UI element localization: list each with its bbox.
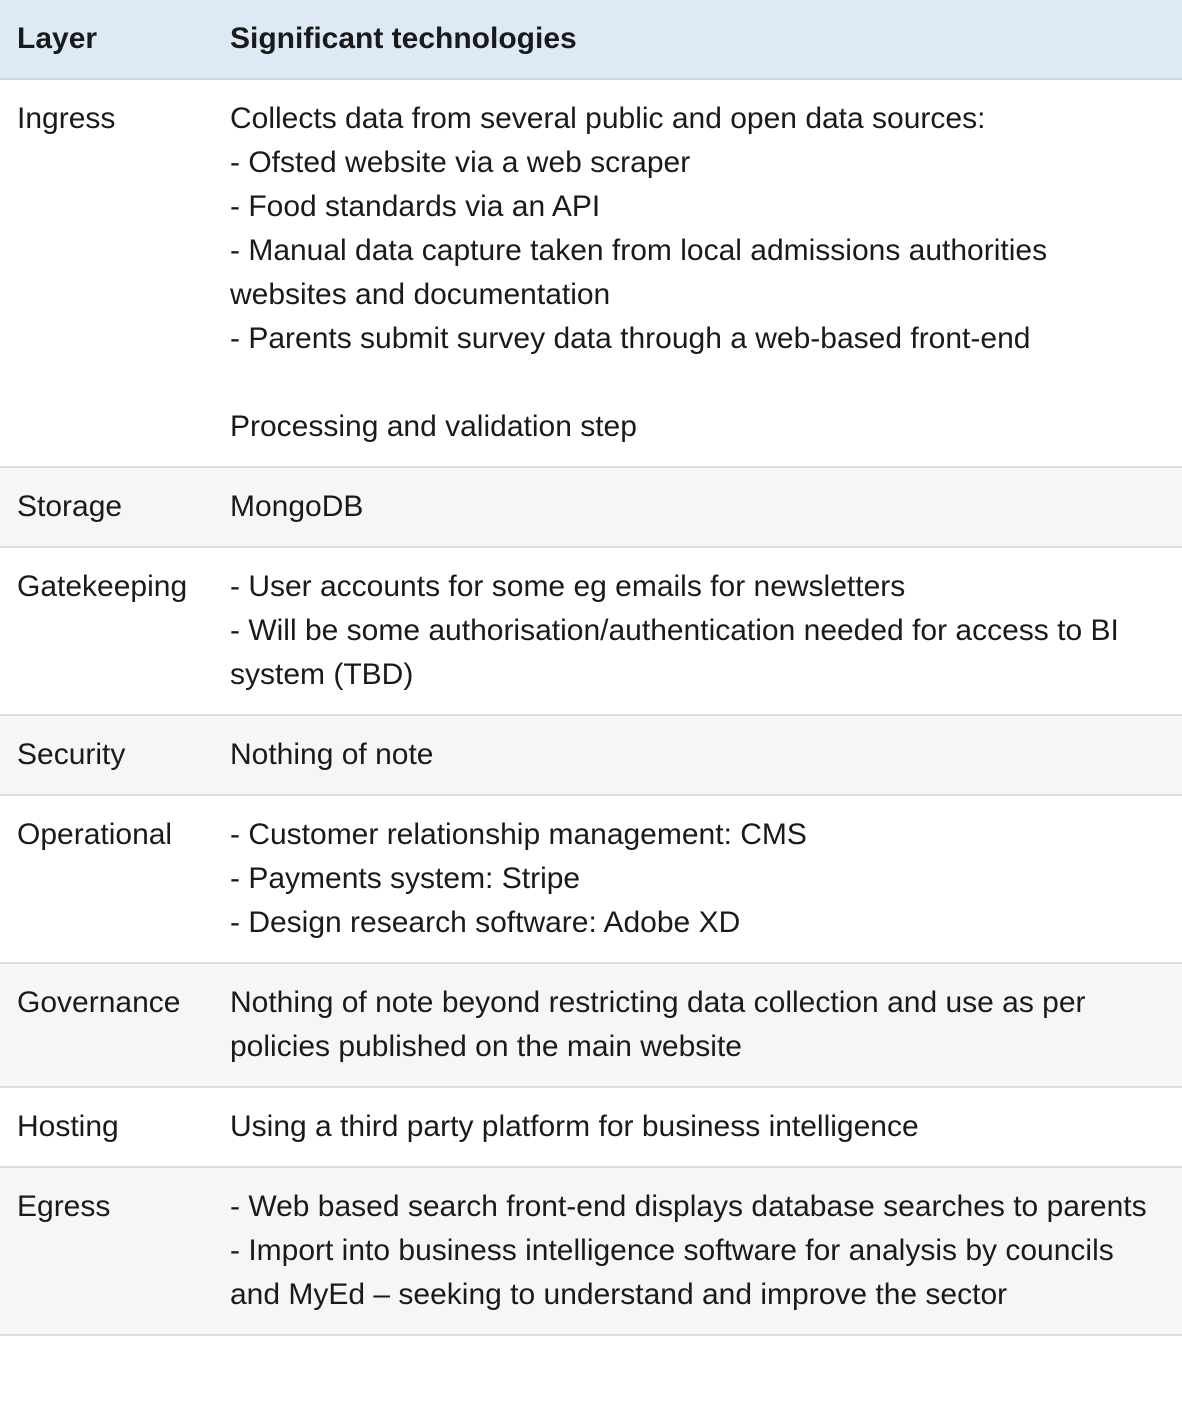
- tech-line: - Parents submit survey data through a web-based front-end: [230, 322, 1031, 355]
- tech-line: Nothing of note beyond restricting data collection and use as per policies published on the main website: [230, 986, 1086, 1063]
- tech-line: Nothing of note: [230, 738, 434, 771]
- technologies-cell: [213, 79, 1182, 467]
- tech-line: Processing and validation step: [230, 410, 637, 443]
- tech-line: MongoDB: [230, 490, 364, 523]
- tech-line: - Import into business intelligence software for analysis by councils and MyEd – seeking to understand and improve the sector: [230, 1234, 1114, 1311]
- paragraph-gap: [230, 361, 1154, 405]
- tech-line: - Web based search front-end displays database searches to parents: [230, 1190, 1147, 1223]
- table-row-operational: [0, 795, 1182, 963]
- tech-line: - Customer relationship management: CMS: [230, 818, 807, 851]
- technologies-cell: [213, 1167, 1182, 1335]
- layer-cell: Operational: [0, 795, 213, 963]
- technologies-cell: [213, 467, 1182, 547]
- table-row-ingress: [0, 79, 1182, 467]
- table-row-hosting: [0, 1087, 1182, 1167]
- layer-cell: Egress: [0, 1167, 213, 1335]
- header-layer: Layer: [0, 0, 213, 79]
- tech-line: - User accounts for some eg emails for newsletters: [230, 570, 906, 603]
- tech-line: - Will be some authorisation/authentication needed for access to BI system (TBD): [230, 614, 1119, 691]
- technologies-cell: [213, 963, 1182, 1087]
- header-row: [0, 0, 1182, 79]
- tech-line: Using a third party platform for business intelligence: [230, 1110, 919, 1143]
- technologies-cell: [213, 547, 1182, 715]
- layer-cell: Gatekeeping: [0, 547, 213, 715]
- table-row-storage: [0, 467, 1182, 547]
- tech-line: - Manual data capture taken from local admissions authorities websites and documentation: [230, 234, 1048, 311]
- layer-cell: Hosting: [0, 1087, 213, 1167]
- table-row-security: [0, 715, 1182, 795]
- layer-cell: Storage: [0, 467, 213, 547]
- tech-line: - Payments system: Stripe: [230, 862, 581, 895]
- tech-line: - Design research software: Adobe XD: [230, 906, 741, 939]
- technologies-cell: [213, 795, 1182, 963]
- table-row-gatekeeping: [0, 547, 1182, 715]
- layer-cell: Security: [0, 715, 213, 795]
- header-technologies: Significant technologies: [213, 0, 1182, 79]
- tech-line: - Ofsted website via a web scraper: [230, 146, 691, 179]
- technologies-cell: [213, 715, 1182, 795]
- tech-line: Collects data from several public and open data sources:: [230, 102, 986, 135]
- technologies-cell: [213, 1087, 1182, 1167]
- table-row-governance: [0, 963, 1182, 1087]
- table-row-egress: [0, 1167, 1182, 1335]
- layer-cell: Ingress: [0, 79, 213, 467]
- tech-line: - Food standards via an API: [230, 190, 601, 223]
- layer-cell: Governance: [0, 963, 213, 1087]
